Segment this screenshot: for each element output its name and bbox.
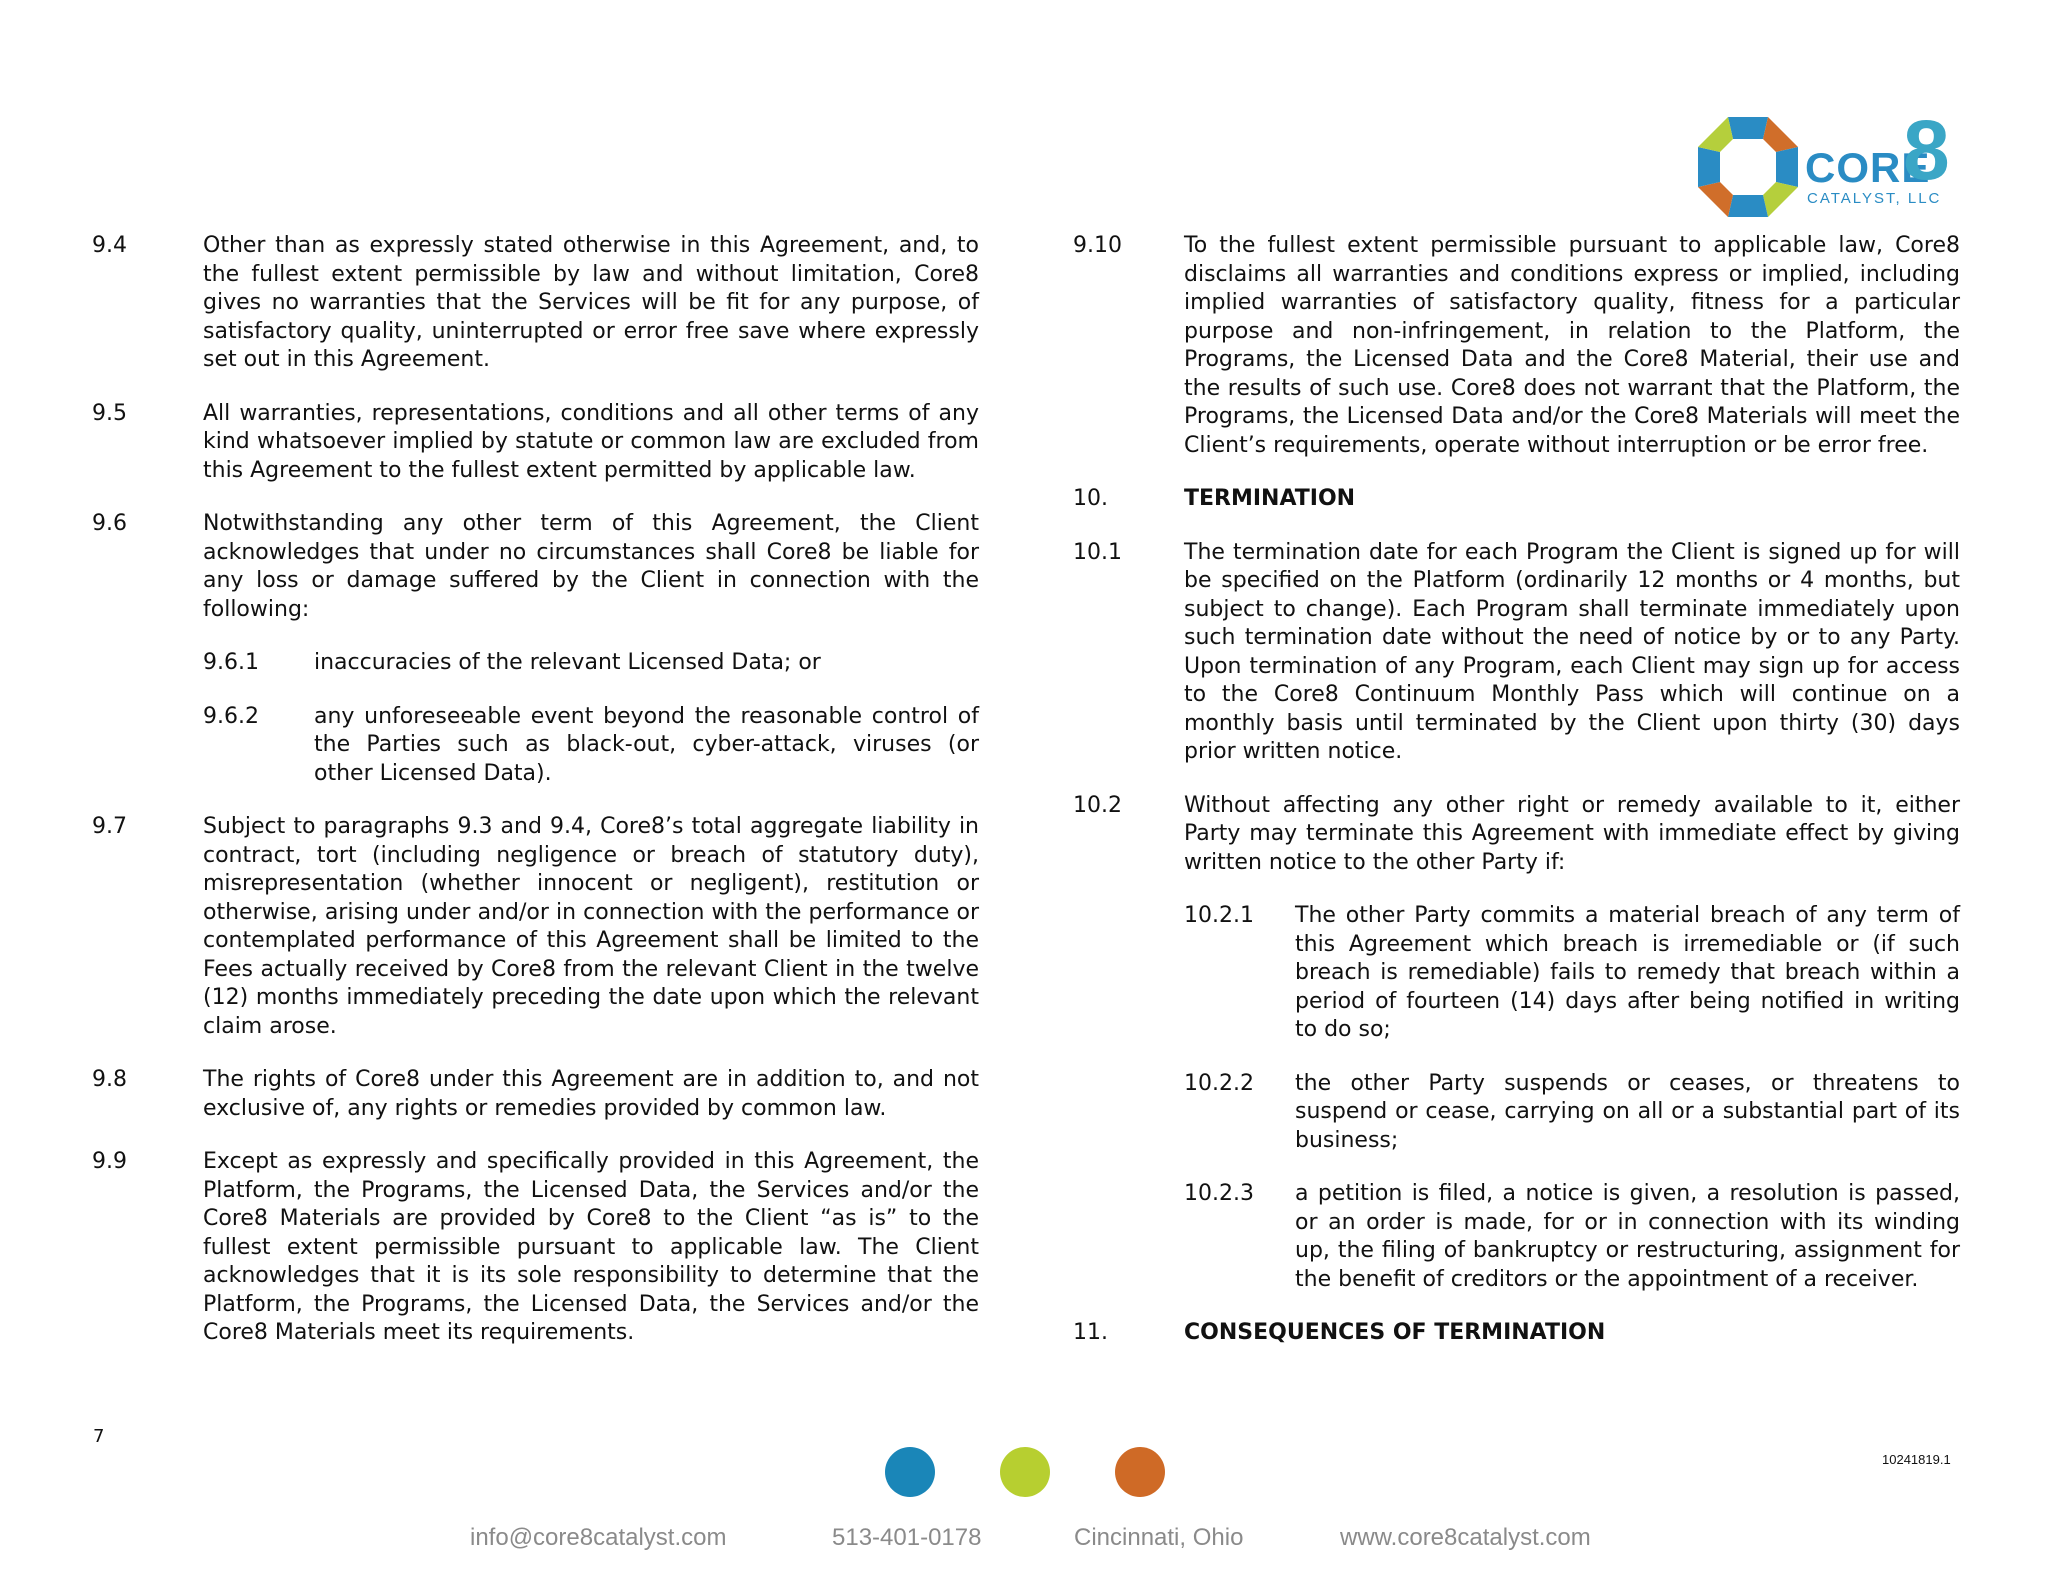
clause-9-6 [92, 510, 979, 624]
orange-dot-icon [1115, 1447, 1165, 1497]
logo-subtitle: CATALYST, LLC [1807, 190, 1942, 207]
clause-9-10 [1073, 232, 1960, 460]
footer-email[interactable]: info@core8catalyst.com [470, 1524, 727, 1551]
clause-text: The termination date for each Program the Client is signed up for will be specified on the Platform (ordinarily 12 months or 4 months, but subject to change). Each Program shall terminate immediately upon such termination date without the need of notice by or to any Party. Upon termination of any Program, each Client may sign up for access to the Core8 Continuum Monthly Pass which will continue on a monthly basis until terminated by the Client upon thirty (30) days prior written notice. [1184, 539, 1960, 764]
clause-text: Except as expressly and specifically provided in this Agreement, the Platform, the Programs, the Licensed Data, the Services and/or the Core8 Materials are provided by Core8 to the Client “as is” to the fullest extent permissible pursuant to applicable law. The Client acknowledges that it is its sole responsibility to determine that the Platform, the Programs, the Licensed Data, the Services and/or the Core8 Materials meet its requirements. [203, 1149, 979, 1345]
octagon-logo-icon [1693, 112, 1803, 222]
footer-location: Cincinnati, Ohio [1074, 1524, 1244, 1551]
clause-number: 9.9 [92, 1149, 127, 1174]
clause-text: Without affecting any other right or remedy available to it, either Party may terminate this Agreement with immediate effect by giving written notice to the other Party if: [1184, 792, 1960, 875]
clause-text: All warranties, representations, conditions and all other terms of any kind whatsoever implied by statute or common law are excluded from this Agreement to the fullest extent permitted by applicable law. [203, 400, 979, 483]
clause-9-8 [92, 1066, 979, 1123]
clause-9-6-2 [203, 703, 979, 789]
logo-word: CORE [1805, 144, 1931, 191]
clause-number: 9.10 [1073, 233, 1122, 258]
clause-9-9 [92, 1148, 979, 1348]
clause-number: 9.6.1 [203, 650, 259, 675]
right-column [1073, 232, 1960, 1373]
clause-10-2-3 [1184, 1180, 1960, 1294]
clause-text: The rights of Core8 under this Agreement are in addition to, and not exclusive of, any rights or remedies provided by common law. [203, 1067, 979, 1121]
clause-number: 9.7 [92, 814, 127, 839]
clause-10-2 [1073, 792, 1960, 878]
clause-number: 9.6 [92, 511, 127, 536]
page-number: 7 [93, 1426, 105, 1447]
section-title: CONSEQUENCES OF TERMINATION [1184, 1320, 1606, 1345]
clause-text: inaccuracies of the relevant Licensed Data; or [314, 650, 821, 675]
section-heading-consequences [1073, 1319, 1960, 1348]
clause-number: 10.2.1 [1184, 903, 1254, 928]
clause-number: 9.6.2 [203, 703, 259, 729]
clause-text: Subject to paragraphs 9.3 and 9.4, Core8’s total aggregate liability in contract, tort (including negligence or breach of statutory duty), misrepresentation (whether innocent or negligent), restitution or otherwise, arising under and/or in connection with the performance or contemplated performance of this Agreement shall be limited to the Fees actually received by Core8 from the relevant Client in the twelve (12) months immediately preceding the date upon which the relevant claim arose. [203, 814, 979, 1039]
clause-text: Notwithstanding any other term of this Agreement, the Client acknowledges that under no circumstances shall Core8 be liable for any loss or damage suffered by the Client in connection with the following: [203, 511, 979, 622]
clause-number: 9.4 [92, 233, 127, 258]
footer-phone: 513-401-0178 [832, 1524, 982, 1551]
section-heading-termination [1073, 485, 1960, 514]
clause-number: 10.2.2 [1184, 1070, 1254, 1096]
section-number: 11. [1073, 1320, 1108, 1345]
clause-number: 9.8 [92, 1067, 127, 1092]
footer-website[interactable]: www.core8catalyst.com [1340, 1524, 1591, 1551]
clause-text: The other Party commits a material breach of any term of this Agreement which breach is irremediable or (if such breach is remediable) fails to remedy that breach within a period of fourteen (14) days after being notified in writing to do so; [1295, 903, 1960, 1042]
clause-9-4 [92, 232, 979, 375]
clause-text: To the fullest extent permissible pursuant to applicable law, Core8 disclaims all warranties and conditions express or implied, including implied warranties of satisfactory quality, fitness for a particular purpose and non-infringement, in relation to the Platform, the Programs, the Licensed Data and the Core8 Material, their use and the results of such use. Core8 does not warrant that the Platform, the Programs, the Licensed Data and/or the Core8 Materials will meet the Client’s requirements, operate without interruption or be error free. [1184, 233, 1960, 458]
clause-9-6-1 [203, 649, 979, 678]
document-id: 10241819.1 [1882, 1452, 1951, 1467]
logo-eight: 8 [1903, 103, 1950, 197]
green-dot-icon [1000, 1447, 1050, 1497]
clause-text: a petition is filed, a notice is given, a resolution is passed, or an order is made, for or in connection with its winding up, the filing of bankruptcy or restructuring, assignment for the benefit of creditors or the appointment of a receiver. [1295, 1181, 1960, 1292]
clause-10-2-2 [1184, 1070, 1960, 1156]
clause-10-2-1 [1184, 902, 1960, 1045]
section-title: TERMINATION [1184, 486, 1356, 511]
clause-number: 10.1 [1073, 539, 1122, 565]
clause-number: 10.2 [1073, 792, 1122, 818]
clause-number: 10.2.3 [1184, 1181, 1254, 1206]
clause-number: 9.5 [92, 400, 127, 426]
clause-text: any unforeseeable event beyond the reasonable control of the Parties such as black-out, cyber-attack, viruses (or other Licensed Data). [314, 703, 979, 786]
clause-text: the other Party suspends or ceases, or threatens to suspend or cease, carrying on all or a substantial part of its business; [1295, 1070, 1960, 1153]
clause-9-5 [92, 400, 979, 486]
section-number: 10. [1073, 486, 1108, 511]
clause-10-1 [1073, 539, 1960, 767]
clause-text: Other than as expressly stated otherwise in this Agreement, and, to the fullest extent permissible by law and without limitation, Core8 gives no warranties that the Services will be fit for any purpose, of satisfactory quality, uninterrupted or error free save where expressly set out in this Agreement. [203, 233, 979, 372]
left-column [92, 232, 979, 1373]
footer-dots [885, 1447, 1165, 1501]
company-logo [1693, 103, 1973, 230]
clause-9-7 [92, 813, 979, 1041]
footer-contact [470, 1524, 1630, 1558]
blue-dot-icon [885, 1447, 935, 1497]
